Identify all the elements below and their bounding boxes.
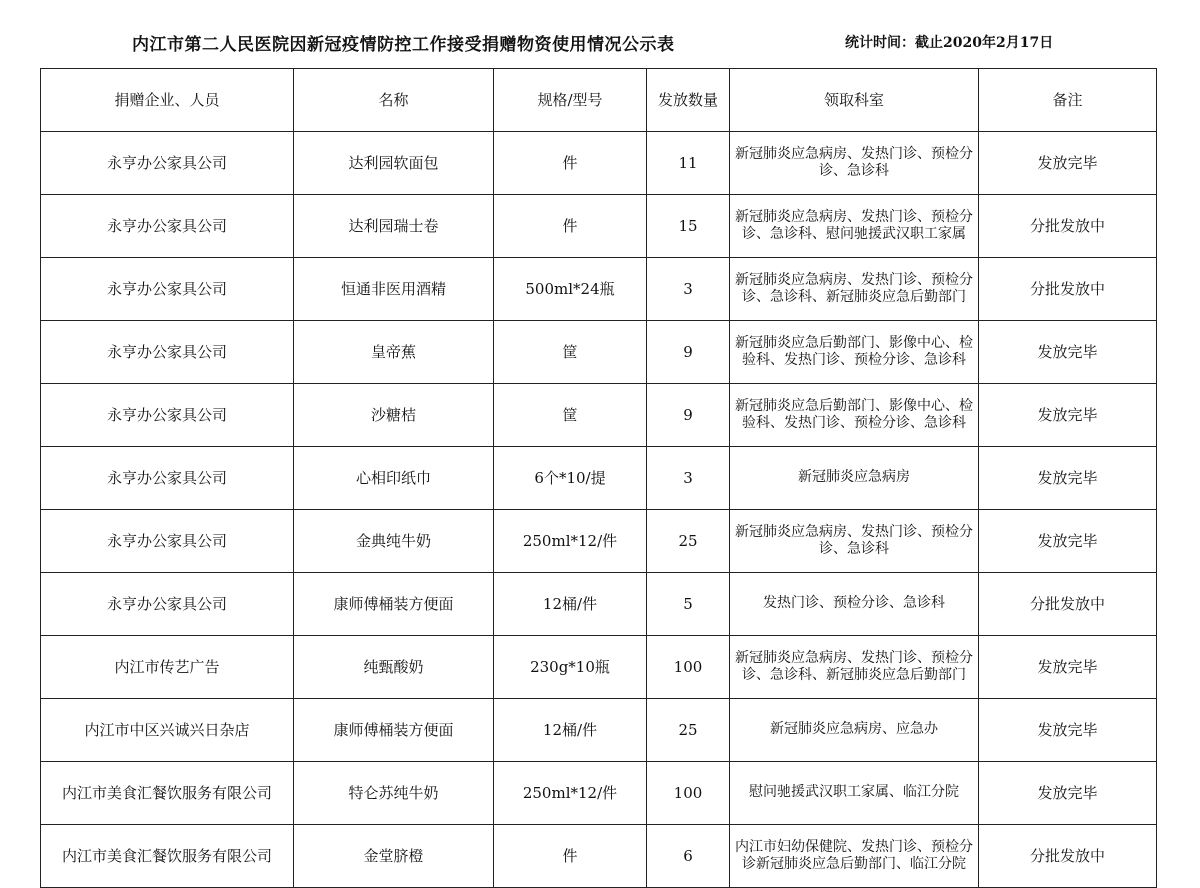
spec-cell: 筐 bbox=[494, 384, 647, 447]
quantity-cell: 11 bbox=[647, 132, 730, 195]
quantity-cell: 100 bbox=[647, 636, 730, 699]
department-cell: 新冠肺炎应急病房、发热门诊、预检分诊、急诊科、新冠肺炎应急后勤部门 bbox=[730, 636, 979, 699]
quantity-cell: 25 bbox=[647, 510, 730, 573]
donor-cell: 内江市美食汇餐饮服务有限公司 bbox=[41, 762, 294, 825]
item-name-cell: 皇帝蕉 bbox=[294, 321, 494, 384]
note-cell: 发放完毕 bbox=[979, 132, 1157, 195]
item-name-cell: 心相印纸巾 bbox=[294, 447, 494, 510]
department-cell: 新冠肺炎应急病房、发热门诊、预检分诊、急诊科 bbox=[730, 132, 979, 195]
quantity-cell: 9 bbox=[647, 321, 730, 384]
spec-cell: 12桶/件 bbox=[494, 573, 647, 636]
table-row bbox=[41, 699, 1157, 762]
item-name-cell: 达利园瑞士卷 bbox=[294, 195, 494, 258]
table-row bbox=[41, 762, 1157, 825]
note-cell: 分批发放中 bbox=[979, 258, 1157, 321]
note-cell: 发放完毕 bbox=[979, 699, 1157, 762]
table-header-row bbox=[41, 69, 1157, 132]
table-row bbox=[41, 573, 1157, 636]
quantity-cell: 15 bbox=[647, 195, 730, 258]
department-cell: 新冠肺炎应急病房、发热门诊、预检分诊、急诊科、慰问驰援武汉职工家属 bbox=[730, 195, 979, 258]
donor-cell: 永亨办公家具公司 bbox=[41, 384, 294, 447]
quantity-cell: 3 bbox=[647, 258, 730, 321]
item-name-cell: 特仑苏纯牛奶 bbox=[294, 762, 494, 825]
item-name-cell: 康师傅桶装方便面 bbox=[294, 573, 494, 636]
department-cell: 慰问驰援武汉职工家属、临江分院 bbox=[730, 762, 979, 825]
spec-cell: 件 bbox=[494, 132, 647, 195]
column-header-note: 备注 bbox=[979, 69, 1157, 132]
quantity-cell: 5 bbox=[647, 573, 730, 636]
statistics-date: 统计时间：截止2020年2月17日 bbox=[845, 35, 1054, 51]
column-header-department: 领取科室 bbox=[730, 69, 979, 132]
department-cell: 内江市妇幼保健院、发热门诊、预检分诊新冠肺炎应急后勤部门、临江分院 bbox=[730, 825, 979, 888]
item-name-cell: 达利园软面包 bbox=[294, 132, 494, 195]
donor-cell: 永亨办公家具公司 bbox=[41, 447, 294, 510]
department-cell: 新冠肺炎应急后勤部门、影像中心、检验科、发热门诊、预检分诊、急诊科 bbox=[730, 384, 979, 447]
column-header-donor: 捐赠企业、人员 bbox=[41, 69, 294, 132]
table-row bbox=[41, 636, 1157, 699]
table-row bbox=[41, 321, 1157, 384]
quantity-cell: 3 bbox=[647, 447, 730, 510]
table-row bbox=[41, 384, 1157, 447]
item-name-cell: 纯甄酸奶 bbox=[294, 636, 494, 699]
spec-cell: 12桶/件 bbox=[494, 699, 647, 762]
donor-cell: 永亨办公家具公司 bbox=[41, 321, 294, 384]
table-row bbox=[41, 258, 1157, 321]
donor-cell: 永亨办公家具公司 bbox=[41, 195, 294, 258]
spec-cell: 250ml*12/件 bbox=[494, 762, 647, 825]
item-name-cell: 金堂脐橙 bbox=[294, 825, 494, 888]
department-cell: 新冠肺炎应急病房、发热门诊、预检分诊、急诊科 bbox=[730, 510, 979, 573]
donor-cell: 永亨办公家具公司 bbox=[41, 132, 294, 195]
page-title: 内江市第二人民医院因新冠疫情防控工作接受捐赠物资使用情况公示表 bbox=[132, 35, 675, 55]
department-cell: 新冠肺炎应急病房、发热门诊、预检分诊、急诊科、新冠肺炎应急后勤部门 bbox=[730, 258, 979, 321]
spec-cell: 500ml*24瓶 bbox=[494, 258, 647, 321]
item-name-cell: 沙糖桔 bbox=[294, 384, 494, 447]
department-cell: 新冠肺炎应急病房、应急办 bbox=[730, 699, 979, 762]
donor-cell: 内江市中区兴诚兴日杂店 bbox=[41, 699, 294, 762]
column-header-spec: 规格/型号 bbox=[494, 69, 647, 132]
department-cell: 新冠肺炎应急后勤部门、影像中心、检验科、发热门诊、预检分诊、急诊科 bbox=[730, 321, 979, 384]
quantity-cell: 9 bbox=[647, 384, 730, 447]
spec-cell: 件 bbox=[494, 825, 647, 888]
page-header bbox=[0, 28, 1200, 58]
note-cell: 分批发放中 bbox=[979, 573, 1157, 636]
note-cell: 分批发放中 bbox=[979, 195, 1157, 258]
note-cell: 发放完毕 bbox=[979, 762, 1157, 825]
department-cell: 新冠肺炎应急病房 bbox=[730, 447, 979, 510]
quantity-cell: 25 bbox=[647, 699, 730, 762]
note-cell: 发放完毕 bbox=[979, 321, 1157, 384]
spec-cell: 230g*10瓶 bbox=[494, 636, 647, 699]
note-cell: 发放完毕 bbox=[979, 447, 1157, 510]
note-cell: 分批发放中 bbox=[979, 825, 1157, 888]
column-header-quantity: 发放数量 bbox=[647, 69, 730, 132]
table-row bbox=[41, 132, 1157, 195]
table-row bbox=[41, 510, 1157, 573]
quantity-cell: 6 bbox=[647, 825, 730, 888]
donor-cell: 内江市传艺广告 bbox=[41, 636, 294, 699]
note-cell: 发放完毕 bbox=[979, 384, 1157, 447]
note-cell: 发放完毕 bbox=[979, 636, 1157, 699]
donor-cell: 永亨办公家具公司 bbox=[41, 510, 294, 573]
item-name-cell: 康师傅桶装方便面 bbox=[294, 699, 494, 762]
quantity-cell: 100 bbox=[647, 762, 730, 825]
spec-cell: 筐 bbox=[494, 321, 647, 384]
department-cell: 发热门诊、预检分诊、急诊科 bbox=[730, 573, 979, 636]
table-row bbox=[41, 825, 1157, 888]
item-name-cell: 恒通非医用酒精 bbox=[294, 258, 494, 321]
item-name-cell: 金典纯牛奶 bbox=[294, 510, 494, 573]
donation-table bbox=[40, 68, 1157, 888]
table-row bbox=[41, 447, 1157, 510]
donor-cell: 永亨办公家具公司 bbox=[41, 573, 294, 636]
note-cell: 发放完毕 bbox=[979, 510, 1157, 573]
table-row bbox=[41, 195, 1157, 258]
spec-cell: 250ml*12/件 bbox=[494, 510, 647, 573]
donor-cell: 永亨办公家具公司 bbox=[41, 258, 294, 321]
spec-cell: 件 bbox=[494, 195, 647, 258]
column-header-name: 名称 bbox=[294, 69, 494, 132]
donor-cell: 内江市美食汇餐饮服务有限公司 bbox=[41, 825, 294, 888]
spec-cell: 6个*10/提 bbox=[494, 447, 647, 510]
